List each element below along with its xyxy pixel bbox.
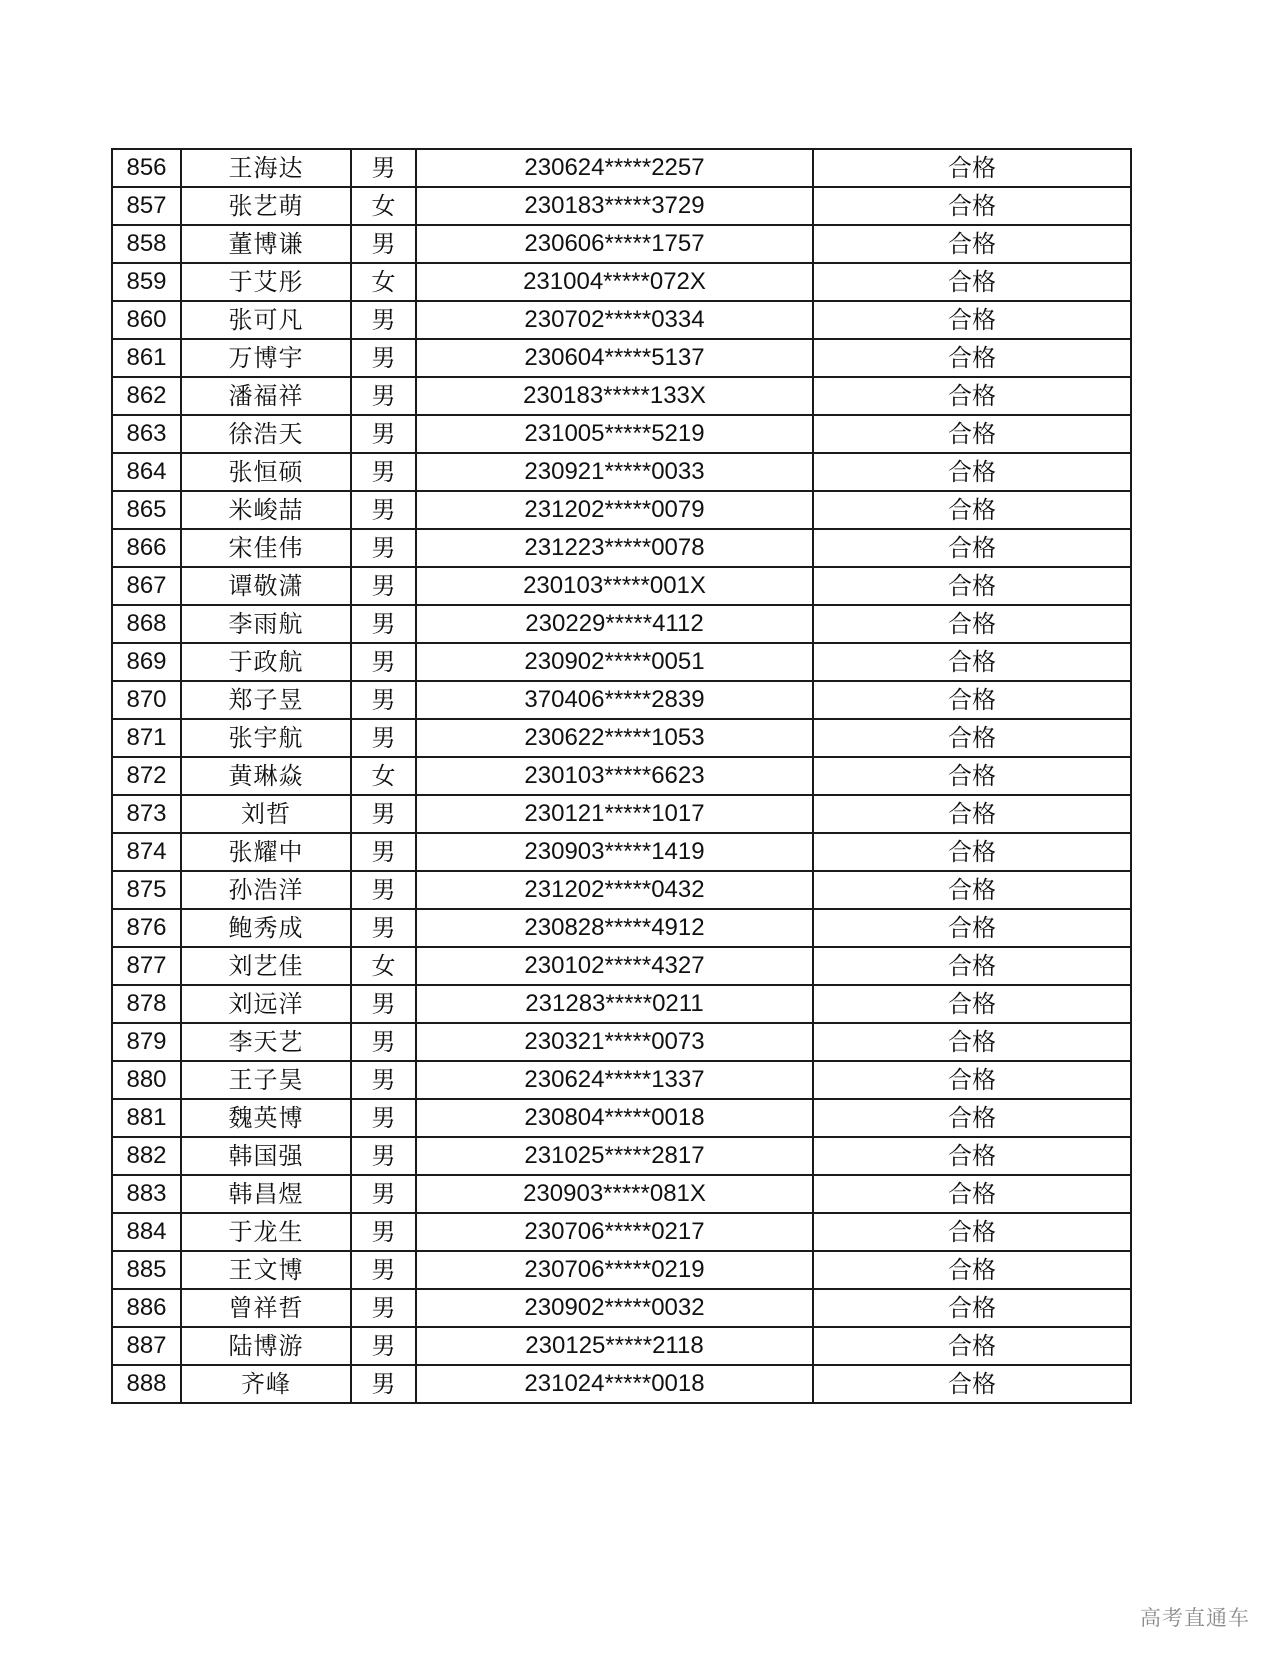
result-cell: 合格 bbox=[813, 833, 1131, 871]
id-number-cell: 230903*****081X bbox=[416, 1175, 813, 1213]
row-number: 878 bbox=[112, 985, 181, 1023]
row-number: 871 bbox=[112, 719, 181, 757]
result-cell: 合格 bbox=[813, 301, 1131, 339]
result-cell: 合格 bbox=[813, 187, 1131, 225]
row-number: 887 bbox=[112, 1327, 181, 1365]
id-number-cell: 230804*****0018 bbox=[416, 1099, 813, 1137]
gender-cell: 男 bbox=[351, 605, 416, 643]
row-number: 876 bbox=[112, 909, 181, 947]
row-number: 863 bbox=[112, 415, 181, 453]
gender-cell: 男 bbox=[351, 833, 416, 871]
gender-cell: 女 bbox=[351, 947, 416, 985]
table-row bbox=[112, 871, 1131, 909]
table-row bbox=[112, 795, 1131, 833]
gender-cell: 男 bbox=[351, 225, 416, 263]
result-cell: 合格 bbox=[813, 1365, 1131, 1403]
name-cell: 宋佳伟 bbox=[181, 529, 351, 567]
id-number-cell: 230321*****0073 bbox=[416, 1023, 813, 1061]
gender-cell: 男 bbox=[351, 1061, 416, 1099]
result-cell: 合格 bbox=[813, 339, 1131, 377]
gender-cell: 女 bbox=[351, 187, 416, 225]
gender-cell: 男 bbox=[351, 681, 416, 719]
result-cell: 合格 bbox=[813, 605, 1131, 643]
name-cell: 刘远洋 bbox=[181, 985, 351, 1023]
table-row bbox=[112, 149, 1131, 187]
name-cell: 刘哲 bbox=[181, 795, 351, 833]
table-row bbox=[112, 491, 1131, 529]
name-cell: 米峻喆 bbox=[181, 491, 351, 529]
id-number-cell: 230828*****4912 bbox=[416, 909, 813, 947]
id-number-cell: 230624*****2257 bbox=[416, 149, 813, 187]
row-number: 860 bbox=[112, 301, 181, 339]
id-number-cell: 230706*****0217 bbox=[416, 1213, 813, 1251]
table-row bbox=[112, 1099, 1131, 1137]
row-number: 868 bbox=[112, 605, 181, 643]
name-cell: 韩昌煜 bbox=[181, 1175, 351, 1213]
table-row bbox=[112, 719, 1131, 757]
name-cell: 张艺萌 bbox=[181, 187, 351, 225]
name-cell: 谭敬潇 bbox=[181, 567, 351, 605]
row-number: 885 bbox=[112, 1251, 181, 1289]
qualification-table-body bbox=[112, 149, 1131, 1403]
name-cell: 万博宇 bbox=[181, 339, 351, 377]
id-number-cell: 230229*****4112 bbox=[416, 605, 813, 643]
result-cell: 合格 bbox=[813, 1289, 1131, 1327]
gender-cell: 男 bbox=[351, 719, 416, 757]
table-row bbox=[112, 225, 1131, 263]
table-row bbox=[112, 1061, 1131, 1099]
name-cell: 曾祥哲 bbox=[181, 1289, 351, 1327]
name-cell: 齐峰 bbox=[181, 1365, 351, 1403]
gender-cell: 男 bbox=[351, 1137, 416, 1175]
gender-cell: 男 bbox=[351, 909, 416, 947]
row-number: 879 bbox=[112, 1023, 181, 1061]
id-number-cell: 230103*****6623 bbox=[416, 757, 813, 795]
id-number-cell: 230622*****1053 bbox=[416, 719, 813, 757]
name-cell: 张可凡 bbox=[181, 301, 351, 339]
gender-cell: 男 bbox=[351, 1365, 416, 1403]
result-cell: 合格 bbox=[813, 719, 1131, 757]
result-cell: 合格 bbox=[813, 1213, 1131, 1251]
table-row bbox=[112, 947, 1131, 985]
table-row bbox=[112, 377, 1131, 415]
gender-cell: 男 bbox=[351, 643, 416, 681]
result-cell: 合格 bbox=[813, 871, 1131, 909]
name-cell: 孙浩洋 bbox=[181, 871, 351, 909]
result-cell: 合格 bbox=[813, 225, 1131, 263]
table-row bbox=[112, 1137, 1131, 1175]
table-row bbox=[112, 605, 1131, 643]
name-cell: 王文博 bbox=[181, 1251, 351, 1289]
id-number-cell: 231202*****0432 bbox=[416, 871, 813, 909]
table-row bbox=[112, 1175, 1131, 1213]
table-row bbox=[112, 681, 1131, 719]
table-row bbox=[112, 339, 1131, 377]
name-cell: 刘艺佳 bbox=[181, 947, 351, 985]
table-row bbox=[112, 1327, 1131, 1365]
id-number-cell: 230604*****5137 bbox=[416, 339, 813, 377]
id-number-cell: 230902*****0051 bbox=[416, 643, 813, 681]
id-number-cell: 230903*****1419 bbox=[416, 833, 813, 871]
table-row bbox=[112, 1251, 1131, 1289]
row-number: 859 bbox=[112, 263, 181, 301]
name-cell: 于艾彤 bbox=[181, 263, 351, 301]
result-cell: 合格 bbox=[813, 1137, 1131, 1175]
row-number: 872 bbox=[112, 757, 181, 795]
name-cell: 李天艺 bbox=[181, 1023, 351, 1061]
gender-cell: 男 bbox=[351, 1251, 416, 1289]
id-number-cell: 230183*****133X bbox=[416, 377, 813, 415]
name-cell: 董博谦 bbox=[181, 225, 351, 263]
id-number-cell: 231223*****0078 bbox=[416, 529, 813, 567]
row-number: 867 bbox=[112, 567, 181, 605]
row-number: 884 bbox=[112, 1213, 181, 1251]
name-cell: 魏英博 bbox=[181, 1099, 351, 1137]
gender-cell: 男 bbox=[351, 795, 416, 833]
table-row bbox=[112, 909, 1131, 947]
table-row bbox=[112, 643, 1131, 681]
table-row bbox=[112, 757, 1131, 795]
gender-cell: 男 bbox=[351, 1099, 416, 1137]
gender-cell: 男 bbox=[351, 985, 416, 1023]
name-cell: 陆博游 bbox=[181, 1327, 351, 1365]
id-number-cell: 230706*****0219 bbox=[416, 1251, 813, 1289]
result-cell: 合格 bbox=[813, 149, 1131, 187]
result-cell: 合格 bbox=[813, 909, 1131, 947]
gender-cell: 男 bbox=[351, 1175, 416, 1213]
result-cell: 合格 bbox=[813, 1175, 1131, 1213]
id-number-cell: 230183*****3729 bbox=[416, 187, 813, 225]
name-cell: 张恒硕 bbox=[181, 453, 351, 491]
table-row bbox=[112, 187, 1131, 225]
row-number: 886 bbox=[112, 1289, 181, 1327]
row-number: 873 bbox=[112, 795, 181, 833]
id-number-cell: 230624*****1337 bbox=[416, 1061, 813, 1099]
row-number: 882 bbox=[112, 1137, 181, 1175]
result-cell: 合格 bbox=[813, 757, 1131, 795]
name-cell: 张宇航 bbox=[181, 719, 351, 757]
result-cell: 合格 bbox=[813, 1061, 1131, 1099]
table-row bbox=[112, 1365, 1131, 1403]
gender-cell: 男 bbox=[351, 567, 416, 605]
row-number: 883 bbox=[112, 1175, 181, 1213]
name-cell: 王子昊 bbox=[181, 1061, 351, 1099]
id-number-cell: 230121*****1017 bbox=[416, 795, 813, 833]
name-cell: 鲍秀成 bbox=[181, 909, 351, 947]
table-row bbox=[112, 1213, 1131, 1251]
id-number-cell: 230103*****001X bbox=[416, 567, 813, 605]
id-number-cell: 231202*****0079 bbox=[416, 491, 813, 529]
id-number-cell: 231025*****2817 bbox=[416, 1137, 813, 1175]
result-cell: 合格 bbox=[813, 681, 1131, 719]
result-cell: 合格 bbox=[813, 263, 1131, 301]
gender-cell: 男 bbox=[351, 377, 416, 415]
gender-cell: 女 bbox=[351, 757, 416, 795]
result-cell: 合格 bbox=[813, 1251, 1131, 1289]
row-number: 858 bbox=[112, 225, 181, 263]
id-number-cell: 230702*****0334 bbox=[416, 301, 813, 339]
gender-cell: 男 bbox=[351, 149, 416, 187]
row-number: 881 bbox=[112, 1099, 181, 1137]
result-cell: 合格 bbox=[813, 1327, 1131, 1365]
table-row bbox=[112, 567, 1131, 605]
row-number: 864 bbox=[112, 453, 181, 491]
result-cell: 合格 bbox=[813, 947, 1131, 985]
row-number: 877 bbox=[112, 947, 181, 985]
gender-cell: 男 bbox=[351, 301, 416, 339]
row-number: 888 bbox=[112, 1365, 181, 1403]
result-cell: 合格 bbox=[813, 453, 1131, 491]
id-number-cell: 231024*****0018 bbox=[416, 1365, 813, 1403]
result-cell: 合格 bbox=[813, 1023, 1131, 1061]
qualification-table bbox=[111, 148, 1132, 1404]
name-cell: 韩国强 bbox=[181, 1137, 351, 1175]
gender-cell: 男 bbox=[351, 1023, 416, 1061]
row-number: 869 bbox=[112, 643, 181, 681]
id-number-cell: 230902*****0032 bbox=[416, 1289, 813, 1327]
name-cell: 于龙生 bbox=[181, 1213, 351, 1251]
gender-cell: 男 bbox=[351, 529, 416, 567]
id-number-cell: 231283*****0211 bbox=[416, 985, 813, 1023]
row-number: 865 bbox=[112, 491, 181, 529]
gender-cell: 男 bbox=[351, 871, 416, 909]
watermark-text: 高考直通车 bbox=[1140, 1606, 1250, 1630]
table-row bbox=[112, 453, 1131, 491]
result-cell: 合格 bbox=[813, 643, 1131, 681]
row-number: 870 bbox=[112, 681, 181, 719]
id-number-cell: 230921*****0033 bbox=[416, 453, 813, 491]
table-row bbox=[112, 985, 1131, 1023]
row-number: 874 bbox=[112, 833, 181, 871]
table-row bbox=[112, 263, 1131, 301]
row-number: 875 bbox=[112, 871, 181, 909]
id-number-cell: 231005*****5219 bbox=[416, 415, 813, 453]
gender-cell: 男 bbox=[351, 453, 416, 491]
id-number-cell: 230606*****1757 bbox=[416, 225, 813, 263]
result-cell: 合格 bbox=[813, 529, 1131, 567]
result-cell: 合格 bbox=[813, 491, 1131, 529]
name-cell: 王海达 bbox=[181, 149, 351, 187]
name-cell: 张耀中 bbox=[181, 833, 351, 871]
result-cell: 合格 bbox=[813, 567, 1131, 605]
result-cell: 合格 bbox=[813, 795, 1131, 833]
id-number-cell: 230102*****4327 bbox=[416, 947, 813, 985]
table-row bbox=[112, 415, 1131, 453]
table-row bbox=[112, 1289, 1131, 1327]
gender-cell: 男 bbox=[351, 1213, 416, 1251]
row-number: 866 bbox=[112, 529, 181, 567]
gender-cell: 男 bbox=[351, 1327, 416, 1365]
id-number-cell: 370406*****2839 bbox=[416, 681, 813, 719]
name-cell: 黄琳焱 bbox=[181, 757, 351, 795]
result-cell: 合格 bbox=[813, 985, 1131, 1023]
gender-cell: 女 bbox=[351, 263, 416, 301]
table-row bbox=[112, 301, 1131, 339]
row-number: 862 bbox=[112, 377, 181, 415]
row-number: 861 bbox=[112, 339, 181, 377]
row-number: 857 bbox=[112, 187, 181, 225]
gender-cell: 男 bbox=[351, 339, 416, 377]
result-cell: 合格 bbox=[813, 377, 1131, 415]
name-cell: 郑子昱 bbox=[181, 681, 351, 719]
name-cell: 于政航 bbox=[181, 643, 351, 681]
table-row bbox=[112, 1023, 1131, 1061]
result-cell: 合格 bbox=[813, 1099, 1131, 1137]
row-number: 880 bbox=[112, 1061, 181, 1099]
table-row bbox=[112, 529, 1131, 567]
name-cell: 徐浩天 bbox=[181, 415, 351, 453]
result-cell: 合格 bbox=[813, 415, 1131, 453]
row-number: 856 bbox=[112, 149, 181, 187]
gender-cell: 男 bbox=[351, 415, 416, 453]
name-cell: 李雨航 bbox=[181, 605, 351, 643]
gender-cell: 男 bbox=[351, 1289, 416, 1327]
gender-cell: 男 bbox=[351, 491, 416, 529]
id-number-cell: 230125*****2118 bbox=[416, 1327, 813, 1365]
name-cell: 潘福祥 bbox=[181, 377, 351, 415]
id-number-cell: 231004*****072X bbox=[416, 263, 813, 301]
table-row bbox=[112, 833, 1131, 871]
